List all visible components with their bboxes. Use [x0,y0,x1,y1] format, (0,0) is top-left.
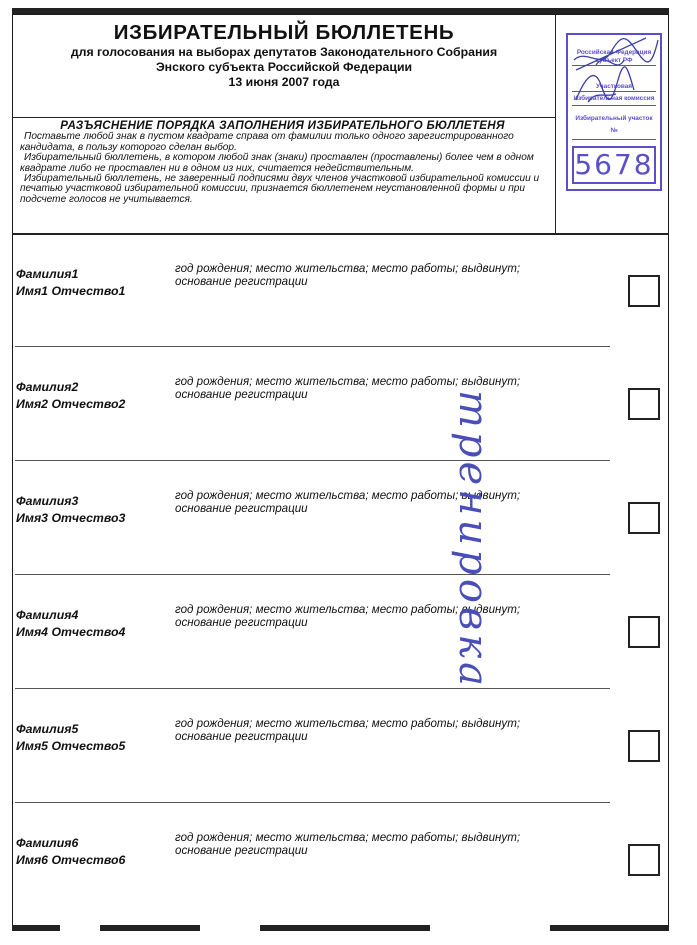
candidate-name: Имя2 Отчество2 [16,397,126,411]
vote-checkbox-6[interactable] [628,844,660,876]
candidate-surname: Фамилия1 [16,267,79,281]
candidate-surname: Фамилия3 [16,494,79,508]
candidate-row [12,803,662,917]
vote-checkbox-4[interactable] [628,616,660,648]
stamp-text: Участковая [595,83,633,90]
polling-station-number: 5678 [572,146,656,184]
candidate-surname: Фамилия5 [16,722,79,736]
signature-2 [566,60,666,120]
candidate-info: основание регистрации [175,616,308,629]
stamp-underline [572,139,656,140]
candidate-name: Имя5 Отчество5 [16,739,126,753]
candidate-name: Имя6 Отчество6 [16,853,126,867]
candidate-row [12,689,662,803]
handwritten-text: тренировка [450,390,496,691]
candidate-info: основание регистрации [175,388,308,401]
candidate-row [12,575,662,689]
candidate-name: Имя1 Отчество1 [16,284,126,298]
instructions-paragraph: Избирательный бюллетень, не заверенный подписями двух членов участковой избирательной комиссии и печатью участковой избирательной комиссии, признается бюллетенем неустановленной формы и при подсчете голосов не учитывается. [20,173,540,205]
candidate-row [12,234,662,348]
vote-checkbox-2[interactable] [628,388,660,420]
stamp-text: Избирательный участок [575,115,653,122]
candidate-row [12,347,662,461]
instructions-heading: РАЗЪЯСНЕНИЕ ПОРЯДКА ЗАПОЛНЕНИЯ ИЗБИРАТЕЛЬНОГО БЮЛЛЕТЕНЯ [60,119,505,132]
candidate-info: год рождения; место жительства; место работы; выдвинут; [175,262,521,275]
ballot-subtitle-line: Энского субъекта Российской Федерации [155,60,413,74]
vote-checkbox-1[interactable] [628,275,660,307]
candidate-row [12,461,662,575]
candidate-info: год рождения; место жительства; место работы; выдвинут; [175,717,521,730]
bottom-bar-gap [200,925,260,931]
vote-checkbox-3[interactable] [628,502,660,534]
candidate-info: год рождения; место жительства; место работы; выдвинут; [175,831,521,844]
bottom-border-bar [12,925,669,931]
stamp-column-divider [555,14,556,234]
candidate-info: год рождения; место жительства; место работы; выдвинут; [175,603,521,616]
instructions-block [20,121,545,205]
candidate-name: Имя4 Отчество4 [16,625,126,639]
handwritten-training-mark [430,380,510,800]
bottom-bar-gap [430,925,550,931]
ballot-header [14,15,554,117]
instructions-paragraph: Избирательный бюллетень, в котором любой знак (знаки) проставлен (проставлены) более чем в одном квадрате либо не проставлен ни в одном из них, считается недействительным. [20,152,534,174]
vote-checkbox-5[interactable] [628,730,660,762]
candidate-info: основание регистрации [175,730,308,743]
stamp-text: субъект РФ [595,57,633,64]
candidate-info: основание регистрации [175,844,308,857]
stamp-text: Российская Федерация [576,49,652,56]
candidate-surname: Фамилия6 [16,836,79,850]
ballot-date: 13 июня 2007 года [228,75,340,89]
candidate-info: год рождения; место жительства; место работы; выдвинут; [175,375,521,388]
candidate-surname: Фамилия4 [16,608,79,622]
bottom-bar-gap [60,925,100,931]
candidate-name: Имя3 Отчество3 [16,511,126,525]
ballot-title: ИЗБИРАТЕЛЬНЫЙ БЮЛЛЕТЕНЬ [113,21,455,44]
candidate-info: год рождения; место жительства; место работы; выдвинут; [175,489,521,502]
candidate-info: основание регистрации [175,275,308,288]
header-divider [12,117,555,118]
stamp-text: № [610,127,618,134]
candidate-surname: Фамилия2 [16,380,79,394]
ballot-subtitle-line: для голосования на выборах депутатов Законодательного Собрания [70,45,498,59]
stamp-text: Избирательная комиссия [573,95,655,102]
instructions-paragraph: Поставьте любой знак в пустом квадрате справа от фамилии только одного зарегистрированного кандидата, в пользу которого сделан выбор. [20,131,514,153]
candidate-info: основание регистрации [175,502,308,515]
